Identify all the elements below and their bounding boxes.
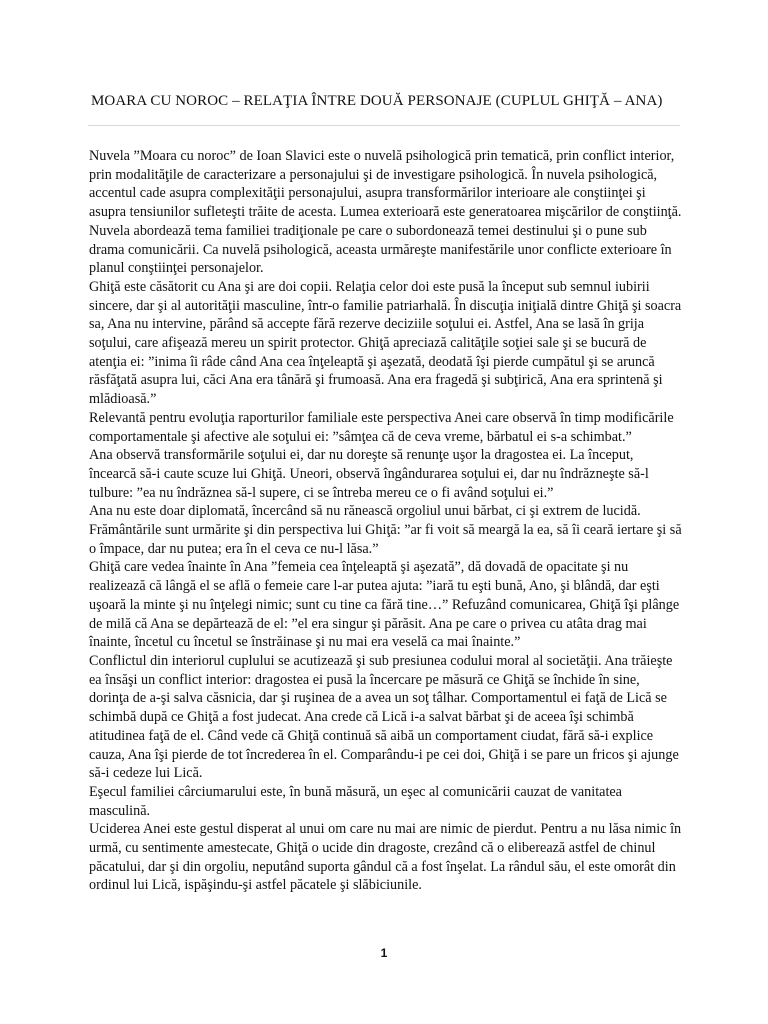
paragraph: Nuvela ”Moara cu noroc” de Ioan Slavici este o nuvelă psihologică prin tematică, prin conflict interior, prin modalităţile de caracterizare a personajului şi de investigare psihologică. În nuvela psihologică, accentul cade asupra complexităţii personajului, asupra transformărilor interioare ale conştiinţei şi asupra tensiunilor sufleteşti trăite de acesta. Lumea exterioară este generatoarea mişcărilor de conştiinţă. [89,148,682,221]
paragraph: Relevantă pentru evoluţia raporturilor familiale este perspectiva Anei care observă în timp modificările comportamentale şi afective ale soţului ei: ”sâmţea că de ceva vreme, bărbatul ei s-a schimbat.” [89,409,674,445]
paragraph: Ana nu este doar diplomată, încercând să nu rănească orgoliul unui bărbat, ci şi extrem de lucidă. Frământările sunt urmărite şi din perspectiva lui Ghiţă: ”ar fi voit să meargă la ea, să îi ceară iertare şi să o împace, dar nu putea; era în el ceva ce nu-l lăsa.” [89,503,682,557]
paragraph: Ana observă transformările soţului ei, dar nu doreşte să renunţe uşor la dragostea ei. La început, încearcă să-i caute scuze lui Ghiţă. Uneori, observă îngândurarea soţului ei, dar nu îndrăzneşte să-l tulbure: ”ea nu îndrăznea să-l supere, ci se întreba mereu ce o fi având soţului ei.” [89,447,649,501]
paragraph: Uciderea Anei este gestul disperat al unui om care nu mai are nimic de pierdut. Pentru a nu lăsa nimic în urmă, cu sentimente amestecate, Ghiţă o ucide din dragoste, crezând că o eliberează astfel de chinul păcatului, dar şi din orgoliu, neputând suporta gândul că a fost înşelat. La rândul său, el este omorât din ordinul lui Lică, ispăşindu-şi astfel păcatele şi slăbiciunile. [89,821,682,894]
paragraph: Conflictul din interiorul cuplului se acutizează şi sub presiunea codului moral al societăţii. Ana trăieşte ea însăşi un conflict interior: dragostea ei pusă la încercare pe măsură ce Ghiţă se închide în sine, dorinţa de a-şi salva căsnicia, dar şi ruşinea de a avea un soţ tâlhar. Comportamentul ei faţă de Lică se schimbă după ce Ghiţă a fost judecat. Ana crede că Lică i-a salvat bărbat şi de aceea îşi schimbă atitudinea faţă de el. Când vede că Ghiţă continuă să aibă un comportament ciudat, fără să-i explice cauza, Ana îşi pierde de tot încrederea în el. Comparându-i pe cei doi, Ghiţă i se pare un fricos şi ajunge să-i cedeze lui Lică. [89,652,679,782]
document-title: MOARA CU NOROC – RELAŢIA ÎNTRE DOUĂ PERSONAJE (CUPLUL GHIŢĂ – ANA) [91,93,663,109]
paragraph: Eşecul familiei cârciumarului este, în bună măsură, un eşec al comunicării cauzat de vanitatea masculină. [89,783,622,819]
document-body [89,147,683,895]
paragraph: Ghiţă este căsătorit cu Ana şi are doi copii. Relaţia celor doi este pusă la început sub semnul iubirii sincere, dar şi al autorităţii masculine, într-o familie patriarhală. În discuţia iniţială dintre Ghiţă şi soacra sa, Ana nu intervine, părând să accepte fără rezerve deciziile soţului ei. Astfel, Ana se lasă în grija soţului, care afişează mereu un spirit protector. Ghiţă apreciază calităţile soţiei sale şi se bucură de atenţia ei: ”inima îi râde când Ana cea înţeleaptă şi aşezată, deodată îşi pierde cumpătul şi se aruncă răsfăţată asupra lui, căci Ana era tânără şi frumoasă. Ana era fragedă şi subţirică, Ana era sprintenă şi mlădioasă.” [89,278,682,408]
title-divider [88,125,680,126]
page-number: 1 [380,946,388,960]
paragraph: Ghiţă care vedea înainte în Ana ”femeia cea înţeleaptă şi aşezată”, dă dovadă de opacitate şi nu realizează că lângă el se află o femeie care l-ar putea ajuta: ”iară tu eşti bună, Ano, şi blândă, dar eşti uşoară la minte şi nu înţelegi nimic; sunt cu tine ca fără tine…” Refuzând comunicarea, Ghiţă îşi plânge de milă că Ana se depărtează de el: ”el era singur şi părăsit. Ana pe care o privea cu atâta drag mai înainte, încetul cu încetul se înstrăinase şi nu mai era veselă ca mai înainte.” [89,559,680,651]
paragraph: Nuvela abordează tema familiei tradiţionale pe care o subordonează temei destinului şi o pune sub drama comunicării. Ca nuvelă psihologică, aceasta urmăreşte manifestările unor conflicte exterioare în planul conştiinţei personajelor. [89,222,672,277]
